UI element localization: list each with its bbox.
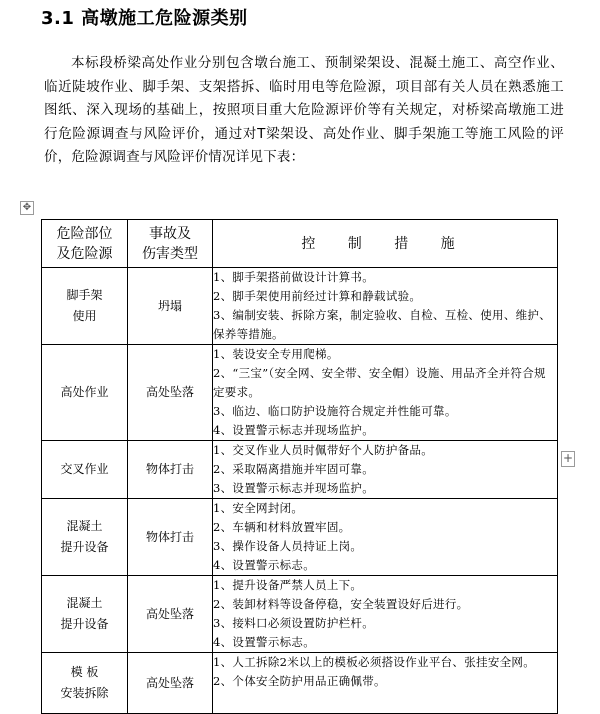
cell-measures xyxy=(213,441,558,499)
cell-measures xyxy=(213,576,558,653)
measure-item: 4、设置警示标志并现场监护。 xyxy=(213,423,375,437)
measure-item: 1、安全网封闭。 xyxy=(213,501,304,515)
measure-item: 3、操作设备人员持证上岗。 xyxy=(213,539,363,553)
location-line: 提升设备 xyxy=(60,540,109,554)
measure-item: 1、脚手架搭前做设计计算书。 xyxy=(213,270,375,284)
intro-paragraph: 本标段桥梁高处作业分别包含墩台施工、预制梁架设、混凝土施工、高空作业、临近陡坡作业、脚手架、支架搭拆、临时用电等危险源，项目部有关人员在熟悉施工图纸、深入现场的基础上，按照项目重大危险源评价等有关规定，对桥梁高墩施工进行危险源调查与风险评价，通过对T梁架设、高处作业、脚手架施工等施工风险的评价，危险源调查与风险评价情况详见下表： xyxy=(44,55,564,165)
location-line: 混凝土 xyxy=(66,519,103,533)
location-line: 使用 xyxy=(72,309,97,323)
section-heading: 3.1 高墩施工危险源类别 xyxy=(41,8,248,29)
cell-accident: 高处坠落 xyxy=(128,653,213,714)
measure-item: 2、脚手架使用前经过计算和静载试验。 xyxy=(213,289,422,303)
cell-location xyxy=(42,345,128,441)
location-line: 安装拆除 xyxy=(60,686,109,700)
measure-item: 2、采取隔离措施并牢固可靠。 xyxy=(213,462,375,476)
header-location xyxy=(42,220,128,268)
measure-item: 3、编制安装、拆除方案，制定验收、自检、互检、使用、维护、保养等措施。 xyxy=(213,308,552,341)
location-line: 高处作业 xyxy=(60,385,109,399)
measure-item: 1、提升设备严禁人员上下。 xyxy=(213,578,363,592)
header-location-line2: 及危险源 xyxy=(56,245,113,262)
location-line: 提升设备 xyxy=(60,617,109,631)
header-location-line1: 危险部位 xyxy=(56,225,113,242)
cell-accident: 高处坠落 xyxy=(128,576,213,653)
cell-location xyxy=(42,268,128,345)
move-cross-icon[interactable]: ✥ xyxy=(20,201,34,215)
measure-item: 1、交叉作业人员时佩带好个人防护备品。 xyxy=(213,443,434,457)
cell-location xyxy=(42,499,128,576)
cell-location xyxy=(42,441,128,499)
cell-accident: 坍塌 xyxy=(128,268,213,345)
measure-item: 4、设置警示标志。 xyxy=(213,558,316,572)
header-accident-line1: 事故及 xyxy=(149,225,191,242)
cell-accident: 高处坠落 xyxy=(128,345,213,441)
cell-location xyxy=(42,576,128,653)
plus-icon[interactable]: + xyxy=(562,451,574,465)
cell-measures xyxy=(213,345,558,441)
location-line: 混凝土 xyxy=(66,596,103,610)
measure-item: 4、设置警示标志。 xyxy=(213,635,316,649)
table-row xyxy=(42,345,558,441)
cell-accident: 物体打击 xyxy=(128,441,213,499)
table-row xyxy=(42,499,558,576)
cell-accident: 物体打击 xyxy=(128,499,213,576)
measure-item: 2、个体安全防护用品正确佩带。 xyxy=(213,674,386,688)
hazard-table xyxy=(41,219,558,714)
measure-item: 1、装设安全专用爬梯。 xyxy=(213,347,339,361)
cell-measures xyxy=(213,268,558,345)
measure-item: 3、接料口必须设置防护栏杆。 xyxy=(213,616,375,630)
measure-item: 2、车辆和材料放置牢固。 xyxy=(213,520,351,534)
measure-item: 1、人工拆除2米以上的模板必须搭设作业平台、张挂安全网。 xyxy=(213,655,536,669)
header-accident xyxy=(128,220,213,268)
header-measures: 控 制 措 施 xyxy=(213,220,558,268)
cell-measures xyxy=(213,499,558,576)
measure-item: 2、装卸材料等设备停稳，安全装置设好后进行。 xyxy=(213,597,469,611)
cell-measures xyxy=(213,653,558,714)
measure-item: 3、设置警示标志并现场监护。 xyxy=(213,481,375,495)
cell-location xyxy=(42,653,128,714)
measure-item: 2、“三宝”（安全网、安全带、安全帽）设施、用品齐全并符合规定要求。 xyxy=(213,366,546,399)
table-row xyxy=(42,268,558,345)
location-line: 脚手架 xyxy=(66,288,103,302)
table-row xyxy=(42,441,558,499)
table-row xyxy=(42,653,558,714)
table-header-row xyxy=(42,220,558,268)
location-line: 交叉作业 xyxy=(60,462,109,476)
header-accident-line2: 伤害类型 xyxy=(142,245,198,262)
table-row xyxy=(42,576,558,653)
measure-item: 3、临边、临口防护设施符合规定并性能可靠。 xyxy=(213,404,457,418)
location-line: 模 板 xyxy=(70,665,99,679)
